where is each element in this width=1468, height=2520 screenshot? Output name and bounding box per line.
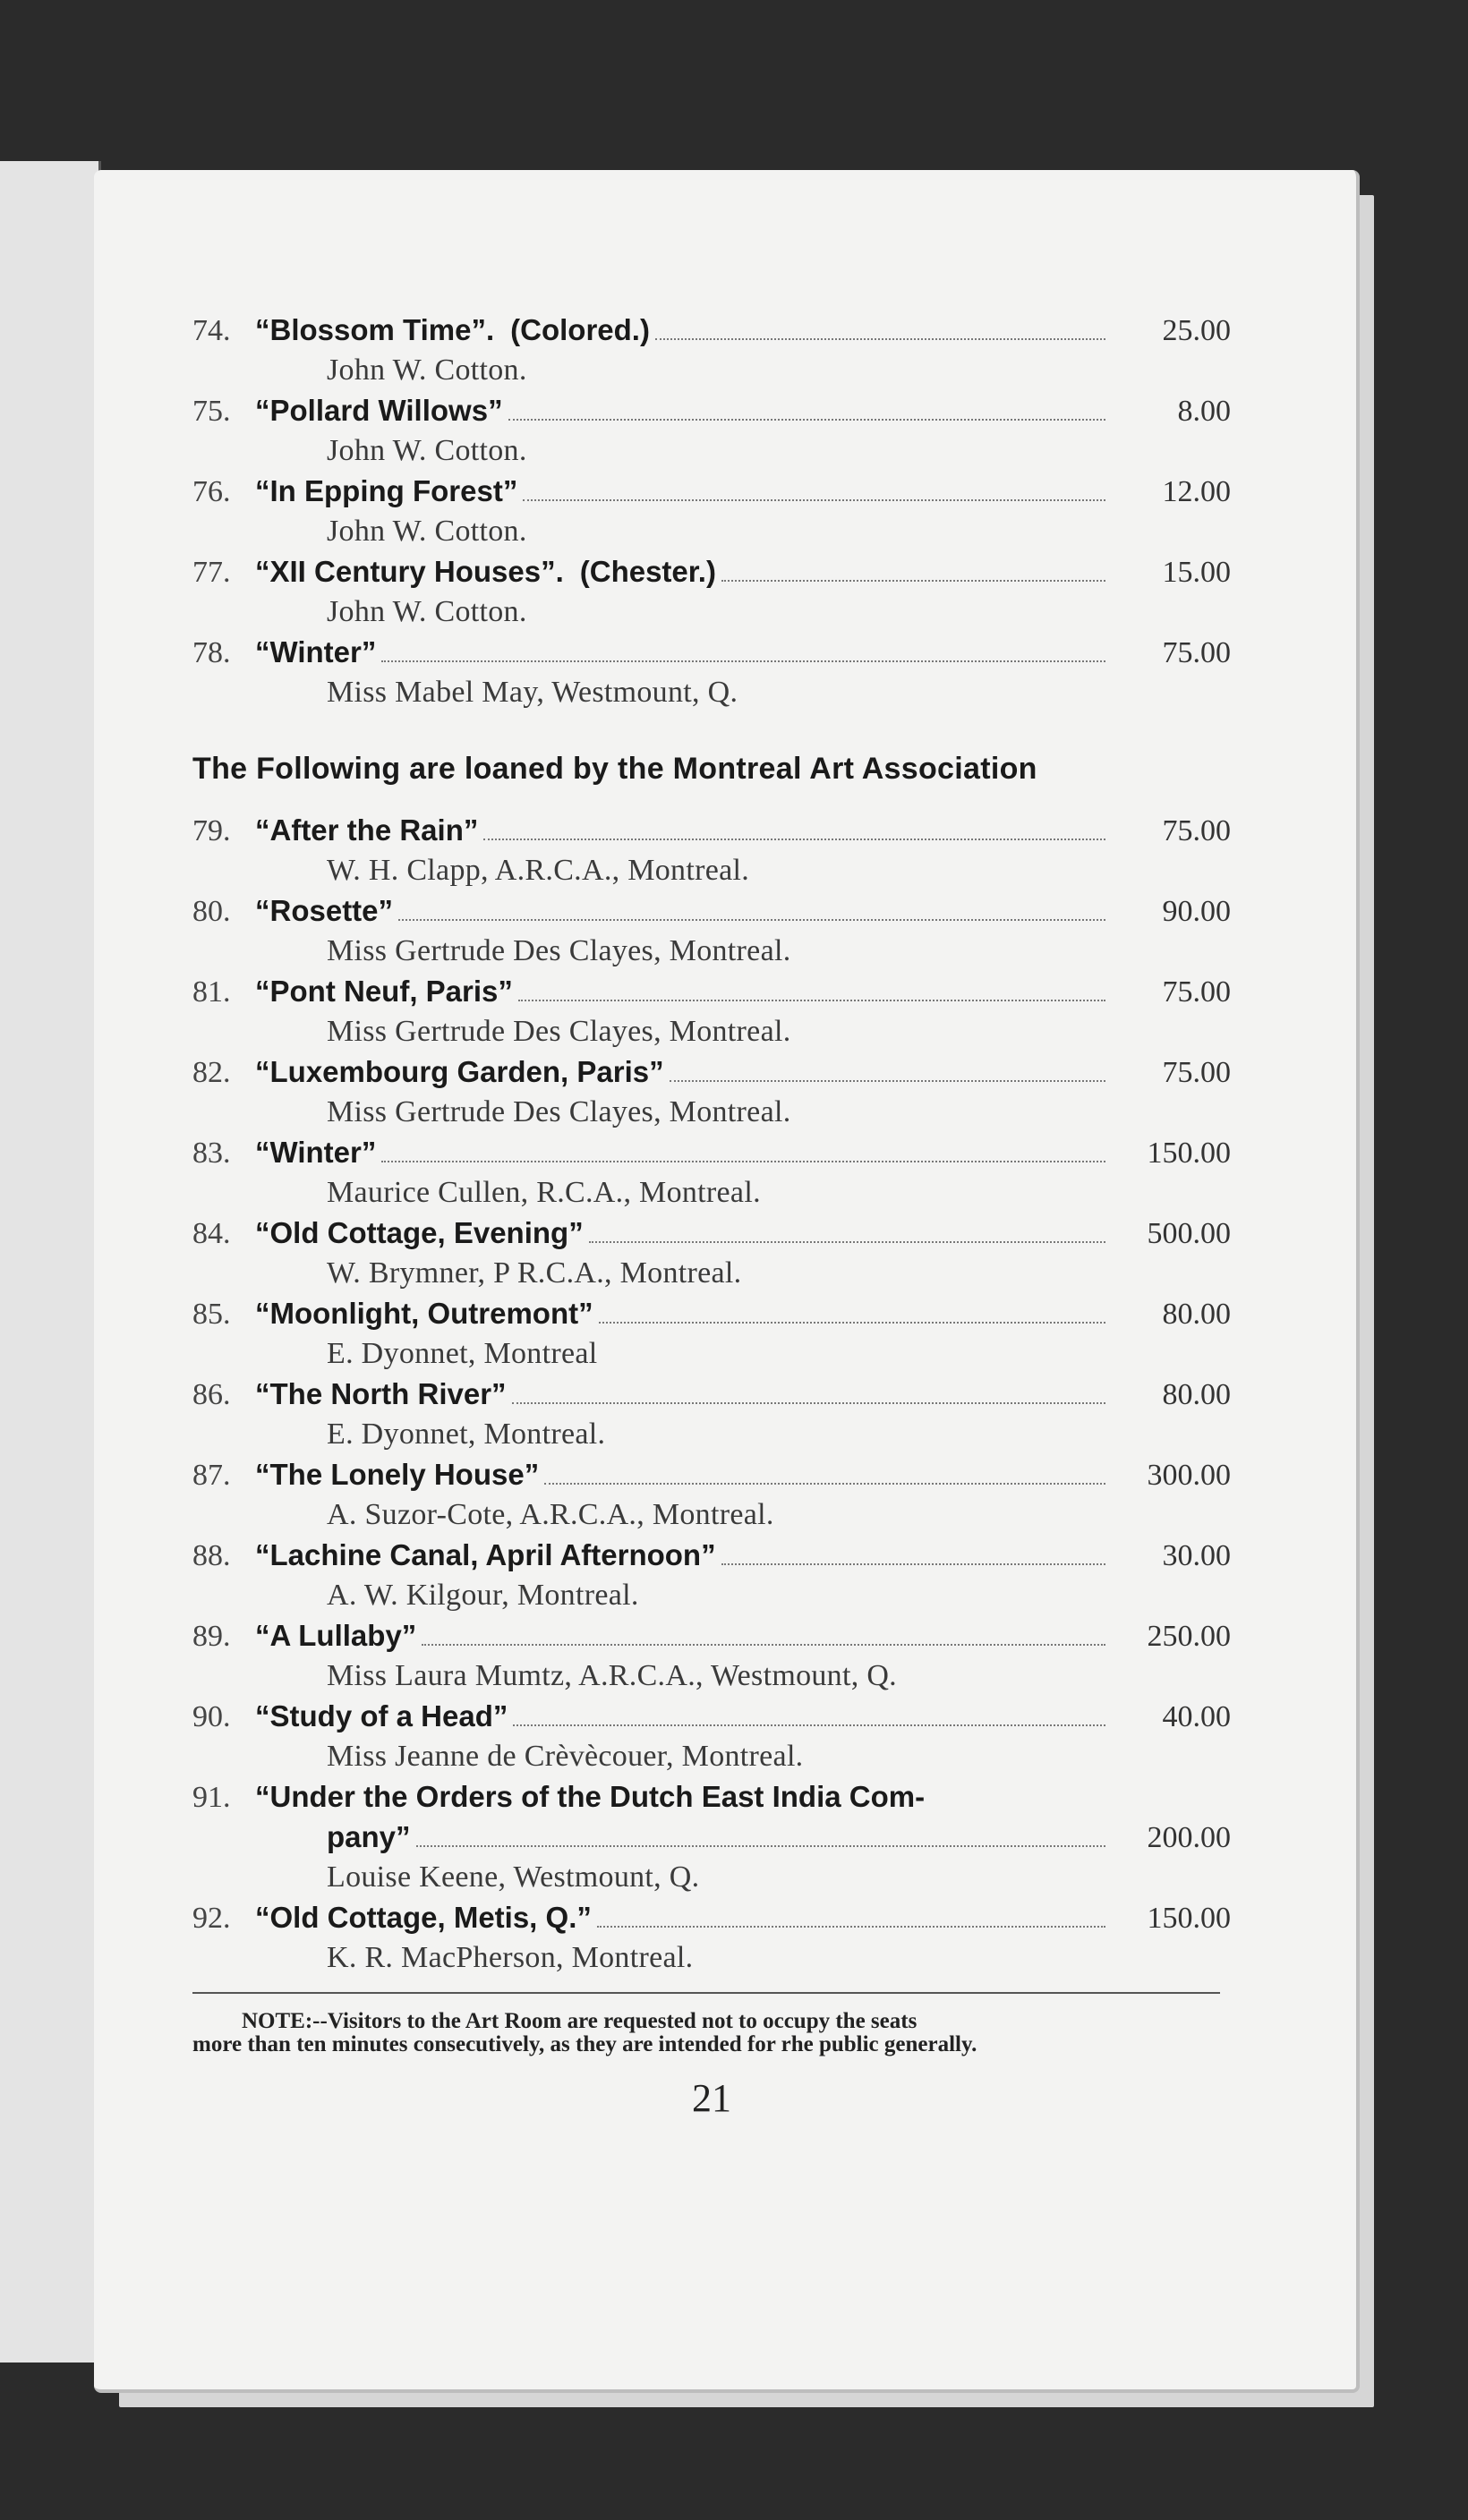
leader-dots	[508, 419, 1105, 421]
entry-artist: Miss Gertrude Des Clayes, Montreal.	[327, 934, 791, 967]
catalogue-entry	[192, 635, 1231, 716]
entry-artist: K. R. MacPherson, Montreal.	[327, 1941, 694, 1974]
entry-title: “Winter”	[255, 1136, 377, 1169]
entry-title: “Study of a Head”	[255, 1699, 508, 1732]
leader-dots	[523, 499, 1105, 501]
leader-dots	[721, 1563, 1105, 1565]
entry-artist: A. Suzor-Cote, A.R.C.A., Montreal.	[327, 1498, 774, 1531]
entry-artist: E. Dyonnet, Montreal	[327, 1337, 598, 1370]
leader-dots	[416, 1845, 1105, 1847]
entry-number: 85.	[192, 1298, 231, 1331]
entry-artist: W. Brymner, P R.C.A., Montreal.	[327, 1256, 742, 1290]
entry-number: 90.	[192, 1700, 231, 1733]
entry-title: “Luxembourg Garden, Paris”	[255, 1055, 664, 1088]
entries-group-cotton-may	[192, 313, 1231, 716]
catalogue-entry	[192, 394, 1231, 474]
entry-title: “In Epping Forest”	[255, 474, 518, 507]
entry-price: 150.00	[1147, 1902, 1231, 1935]
catalogue-entry	[192, 313, 1231, 394]
entry-number: 87.	[192, 1459, 231, 1492]
leader-dots	[422, 1644, 1105, 1646]
entry-number: 92.	[192, 1902, 231, 1935]
leader-dots	[589, 1241, 1105, 1243]
entry-artist: Louise Keene, Westmount, Q.	[327, 1860, 700, 1894]
entry-artist: John W. Cotton.	[327, 595, 527, 628]
entry-price: 8.00	[1177, 395, 1231, 428]
entry-artist: John W. Cotton.	[327, 515, 527, 548]
entry-title: “Lachine Canal, April Afternoon”	[255, 1538, 716, 1571]
entry-price: 200.00	[1147, 1821, 1231, 1854]
entry-number: 78.	[192, 636, 231, 669]
entry-artist: John W. Cotton.	[327, 434, 527, 467]
entry-price: 75.00	[1162, 975, 1231, 1009]
catalogue-entry	[192, 1377, 1231, 1458]
entry-artist: Miss Gertrude Des Clayes, Montreal.	[327, 1095, 791, 1128]
entry-price: 80.00	[1162, 1298, 1231, 1331]
entry-title: “Moonlight, Outremont”	[255, 1297, 593, 1330]
entry-price: 12.00	[1162, 475, 1231, 508]
catalogue-entry	[192, 1297, 1231, 1377]
entry-number: 75.	[192, 395, 231, 428]
entry-price: 90.00	[1162, 895, 1231, 928]
leader-dots	[512, 1402, 1105, 1404]
entry-artist: Miss Gertrude Des Clayes, Montreal.	[327, 1015, 791, 1048]
catalogue-entry	[192, 1216, 1231, 1297]
entry-title-continued: pany”	[327, 1820, 411, 1853]
entry-artist: E. Dyonnet, Montreal.	[327, 1418, 606, 1451]
entry-title: “A Lullaby”	[255, 1619, 417, 1652]
leader-dots	[513, 1724, 1105, 1726]
footnote-divider	[192, 1992, 1220, 1994]
footnote-rest: more than ten minutes consecutively, as they are intended for rhe public generally.	[192, 2032, 977, 2057]
entry-price: 75.00	[1162, 814, 1231, 847]
catalogue-entry	[192, 1699, 1231, 1780]
entry-title: “Rosette”	[255, 894, 394, 927]
entry-artist: A. W. Kilgour, Montreal.	[327, 1579, 639, 1612]
footnote-line-1: NOTE:--Visitors to the Art Room are requested not to occupy the seats	[242, 2009, 918, 2033]
leader-dots	[597, 1926, 1105, 1928]
entry-price: 500.00	[1147, 1217, 1231, 1250]
entry-artist: Maurice Cullen, R.C.A., Montreal.	[327, 1176, 761, 1209]
entry-title: “Old Cottage, Evening”	[255, 1216, 584, 1249]
catalogue-entry	[192, 975, 1231, 1055]
page-number: 21	[692, 2075, 731, 2120]
entry-price: 300.00	[1147, 1459, 1231, 1492]
entry-number: 89.	[192, 1620, 231, 1653]
catalogue-entry	[192, 1619, 1231, 1699]
catalogue-entry	[192, 474, 1231, 555]
leader-dots	[721, 580, 1105, 582]
entry-artist: Miss Jeanne de Crèvècouer, Montreal.	[327, 1740, 804, 1773]
entry-artist: John W. Cotton.	[327, 353, 527, 387]
catalogue-entry	[192, 894, 1231, 975]
entry-artist: Miss Mabel May, Westmount, Q.	[327, 676, 738, 709]
entry-title: “The North River”	[255, 1377, 507, 1410]
entry-price: 75.00	[1162, 636, 1231, 669]
leader-dots	[381, 660, 1105, 662]
entry-artist: Miss Laura Mumtz, A.R.C.A., Westmount, Q.	[327, 1659, 897, 1692]
entry-number: 91.	[192, 1781, 231, 1814]
catalogue-entry	[192, 1136, 1231, 1216]
leader-dots	[655, 338, 1105, 340]
entry-price: 25.00	[1162, 314, 1231, 347]
entry-price: 30.00	[1162, 1539, 1231, 1572]
leader-dots	[544, 1483, 1105, 1485]
footnote	[192, 2010, 1231, 2057]
entry-title: “The Lonely House”	[255, 1458, 540, 1491]
leader-dots	[398, 919, 1105, 921]
entry-title: “Blossom Time”.	[255, 313, 495, 346]
entry-number: 77.	[192, 556, 231, 589]
entries-group-art-association	[192, 813, 1231, 1780]
entry-title: “Pollard Willows”	[255, 394, 503, 427]
entry-title: “Winter”	[255, 635, 377, 668]
catalogue-entry	[192, 555, 1231, 635]
entry-title-note: (Colored.)	[510, 313, 650, 346]
page-content	[192, 313, 1231, 2121]
facing-page-edge	[0, 161, 101, 2362]
entry-price: 80.00	[1162, 1378, 1231, 1411]
leader-dots	[599, 1322, 1105, 1324]
section-heading: The Following are loaned by the Montreal Art Association	[192, 752, 1037, 786]
catalogue-entry	[192, 1458, 1231, 1538]
entry-number: 88.	[192, 1539, 231, 1572]
entry-title-note: (Chester.)	[579, 555, 716, 588]
entry-artist: W. H. Clapp, A.R.C.A., Montreal.	[327, 854, 750, 887]
entry-title: “XII Century Houses”.	[255, 555, 564, 588]
leader-dots	[483, 839, 1105, 840]
entry-price: 150.00	[1147, 1137, 1231, 1170]
entry-number: 86.	[192, 1378, 231, 1411]
catalogue-page	[94, 170, 1360, 2393]
entry-title: “Pont Neuf, Paris”	[255, 975, 513, 1008]
entry-number: 74.	[192, 314, 231, 347]
entry-title: “Old Cottage, Metis, Q.”	[255, 1901, 592, 1934]
entry-number: 82.	[192, 1056, 231, 1089]
entry-number: 83.	[192, 1137, 231, 1170]
entry-number: 84.	[192, 1217, 231, 1250]
catalogue-entry-92	[192, 1901, 1231, 1981]
entry-price: 40.00	[1162, 1700, 1231, 1733]
entry-price: 250.00	[1147, 1620, 1231, 1653]
entry-number: 76.	[192, 475, 231, 508]
leader-dots	[518, 1000, 1105, 1001]
catalogue-entry-91	[192, 1780, 1231, 1901]
entry-price: 15.00	[1162, 556, 1231, 589]
entry-number: 81.	[192, 975, 231, 1009]
catalogue-entry	[192, 1538, 1231, 1619]
entry-price: 75.00	[1162, 1056, 1231, 1089]
leader-dots	[381, 1161, 1105, 1162]
entry-number: 80.	[192, 895, 231, 928]
leader-dots	[670, 1080, 1105, 1082]
entry-number: 79.	[192, 814, 231, 847]
entry-title: “After the Rain”	[255, 813, 479, 847]
catalogue-entry	[192, 813, 1231, 894]
catalogue-entry	[192, 1055, 1231, 1136]
entry-title: “Under the Orders of the Dutch East India Com-	[255, 1780, 926, 1813]
